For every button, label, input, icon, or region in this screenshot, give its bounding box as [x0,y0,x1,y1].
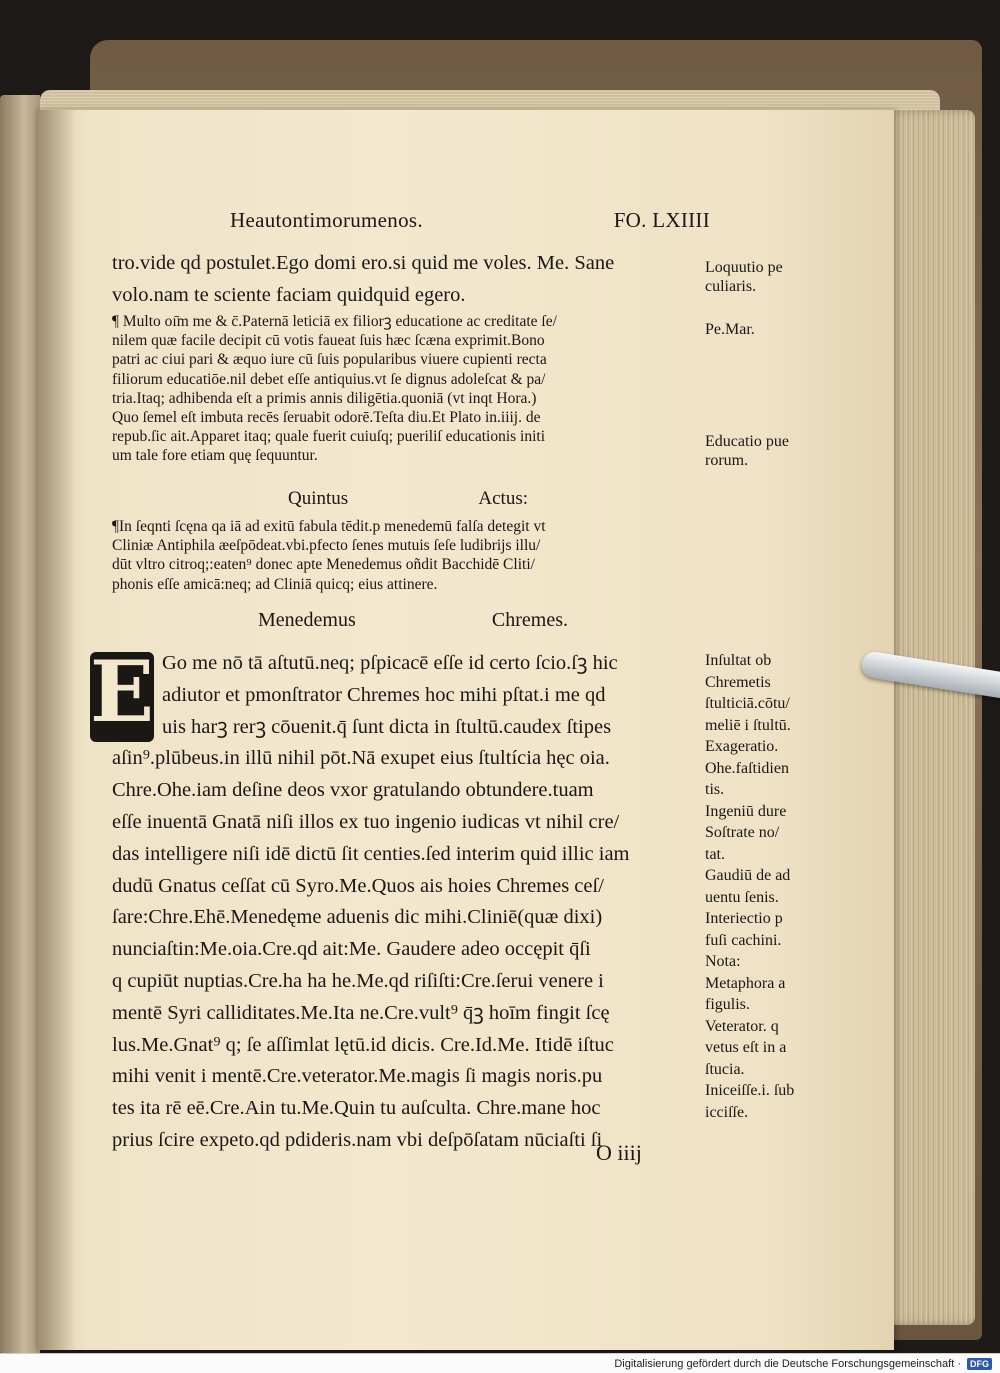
scene-line: ſare:Chre.Ehē.Menedęme aduenis dic mihi.Cliniē(quæ dixi) [112,906,603,929]
argument-line: Cliniæ Antiphila æeſpōdeat.vbi.pfecto ſenes mutuis ſeſe ludibrijs illu/ [112,537,541,555]
marginal-line: Soſtrate no/ [705,824,780,841]
running-head [230,208,710,233]
marginal-line: figulis. [705,996,750,1013]
scene-line: q cupiūt nuptias.Cre.ha ha he.Me.qd riſiſti:Cre.ſerui venere i [112,969,604,992]
marginal-line: uentu ſenis. [705,888,779,906]
marginal-line: Nota: [705,953,741,970]
marginal-line: icciſſe. [705,1103,749,1121]
footer-bar [0,1353,1000,1373]
marginal-line: culiaris. [705,278,757,295]
scene-line: mihi venit i mentē.Cre.veterator.Me.magis ſi magis noris.pu [112,1065,603,1088]
marginal-line: Ingeniū dure [705,802,787,820]
argument-line: phonis eſſe amicā:neq; ad Cliniā quicq; eius attinere. [112,575,438,593]
marginal-line: Chremetis [705,673,771,691]
running-head-title: Heautontimorumenos. [230,208,423,232]
act-heading [288,488,528,510]
argument-line: dūt vltro citroq;:eaten⁹ donec apte Menedemus oñdit Bacchidē Cliti/ [112,556,535,574]
gutter-shadow [36,110,76,1350]
marginal-line: Iniceiſſe.i. ſub [705,1082,795,1099]
marginal-line: Inſultat ob [705,652,772,669]
act-label: Actus: [478,488,528,509]
speaker-chremes: Chremes. [491,609,568,631]
commentary-line: tria.Itaq; adhibenda eſt a primis annis diligētia.quoniā (vt inqt Hora.) [112,389,537,407]
scene-text-block [90,642,702,1157]
scene-line: tes ita rē eē.Cre.Ain tu.Me.Quin tu auſculta. Chre.mane hoc [112,1097,601,1120]
argument-block [112,517,702,594]
commentary-line: repub.ſic ait.Apparet itaq; quale fuerit cuiuſq; pueriliſ educationis initi [112,428,546,446]
marginal-line: Metaphora a [705,974,786,992]
marginal-line: tis. [705,781,725,798]
marginal-note-4 [705,650,825,1123]
scene-line: nunciaſtin:Me.oia.Cre.qd ait:Me. Gaudere adeo occępit q̄ſi [112,938,591,961]
marginal-line: Veterator. q [705,1017,779,1035]
scene-line: lus.Me.Gnat⁹ q; ſe aſſimlat lętū.id dicis. Cre.Id.Me. Itidē iſtuc [112,1033,614,1056]
speaker-menedemus: Menedemus [258,609,356,631]
scene-line: eſſe inuentā Gnatā niſi illos ex tuo ingenio iudicas vt nihil cre/ [112,810,620,833]
commentary-line: nilem quæ facile decipit cū votis faueat ſuis hæc ſcæna exprimit.Bono [112,332,545,350]
text-line: volo.nam te sciente faciam quidquid egero. [112,284,466,306]
marginal-line: tat. [705,845,725,863]
scene-line: prius ſcire expeto.qd pdideris.nam vbi deſpōſatam nūciaſti ſi [112,1128,603,1151]
scene-line: uis harꝫ rerꝫ cōuenit.q̄ ſunt dicta in ſtultū.caudex ſtipes [162,715,612,738]
marginal-line: meliē i ſtultū. [705,716,791,734]
commentary-block [112,312,702,466]
scene-line: Chre.Ohe.iam deſine deos vxor gratulando obtundere.tuam [112,779,594,802]
main-text-block [112,247,702,311]
decorated-initial: E [90,642,155,741]
scene-line: adiutor et pmonſtrator Chremes hoc mihi pſtat.i me qd [162,683,606,706]
marginal-line: fuſi cachini. [705,931,782,949]
commentary-line: Quo ſemel eſt imbuta recēs ſeruabit odorē.Teſta diu.Et Plato in.iiij. de [112,409,541,427]
speaker-heading [258,609,568,632]
marginal-line: Gaudiū de ad [705,867,791,884]
footer-credit: Digitalisierung gefördert durch die Deutsche Forschungsgemeinschaft · [614,1357,961,1370]
argument-line: ¶In ſeqnti ſcęna qa iā ad exitū fabula tēdit.p menedemū falſa detegit vt [112,518,546,535]
fore-edge [880,110,975,1325]
scene-line: Go me nō tā aſtutū.neq; pſpicacē eſſe id certo ſcio.ſꝫ hic [162,652,618,674]
text-line: tro.vide qd postulet.Ego domi ero.si quid me voles. Me. Sane [112,252,615,274]
marginal-line: rorum. [705,452,749,469]
marginal-line: vetus eſt in a [705,1039,787,1056]
marginal-line: Interiectio p [705,910,783,927]
commentary-line: patri ac ciui pari & æquo iure cū ſuis popularibus viuere cupienti recta [112,351,547,369]
act-number: Quintus [288,488,349,509]
commentary-line: filiorum educatiōe.nil debet eſſe antiquius.vt ſe dignus adoleſcat & pa/ [112,370,546,388]
signature-mark: O iiij [596,1140,642,1165]
marginal-note-3 [705,432,825,470]
commentary-line: ¶ Multo oı̄m me & c̄.Paternā leticiā ex filiorꝫ educatione ac creditate ſe/ [112,313,557,330]
scene-line: mentē Syri calliditates.Me.Ita ne.Cre.vult⁹ q̄ꝫ hoīm fingit ſcę [112,1001,610,1024]
marginal-note-2 [705,320,825,339]
marginal-line: Educatio pue [705,433,789,450]
folio-number: FO. LXIIII [613,208,710,232]
marginal-line: Exageratio. [705,738,779,755]
marginal-line: Ohe.faſtidien [705,759,789,777]
scene-line: aſin⁹.plūbeus.in illū nihil pōt.Nā exupet eius ſtultícia hęc oia. [112,747,610,770]
scene-line: dudū Gnatus ceſſat cū Syro.Me.Quos ais hoies Chremes ceſ/ [112,874,604,897]
marginal-line: ſtulticiā.cōtu/ [705,695,790,712]
marginal-note-1 [705,258,825,296]
marginal-line: Pe.Mar. [705,321,755,338]
marginal-line: ſtucia. [705,1060,745,1078]
commentary-line: um tale fore etiam quę ſequuntur. [112,447,318,465]
scene-line: das intelligere niſi idē dictū ſit centies.ſed interim quid illic iam [112,842,630,865]
marginal-line: Loquutio pe [705,259,783,276]
left-page-edge [0,95,40,1355]
dfg-logo-icon[interactable]: DFG [967,1358,992,1370]
